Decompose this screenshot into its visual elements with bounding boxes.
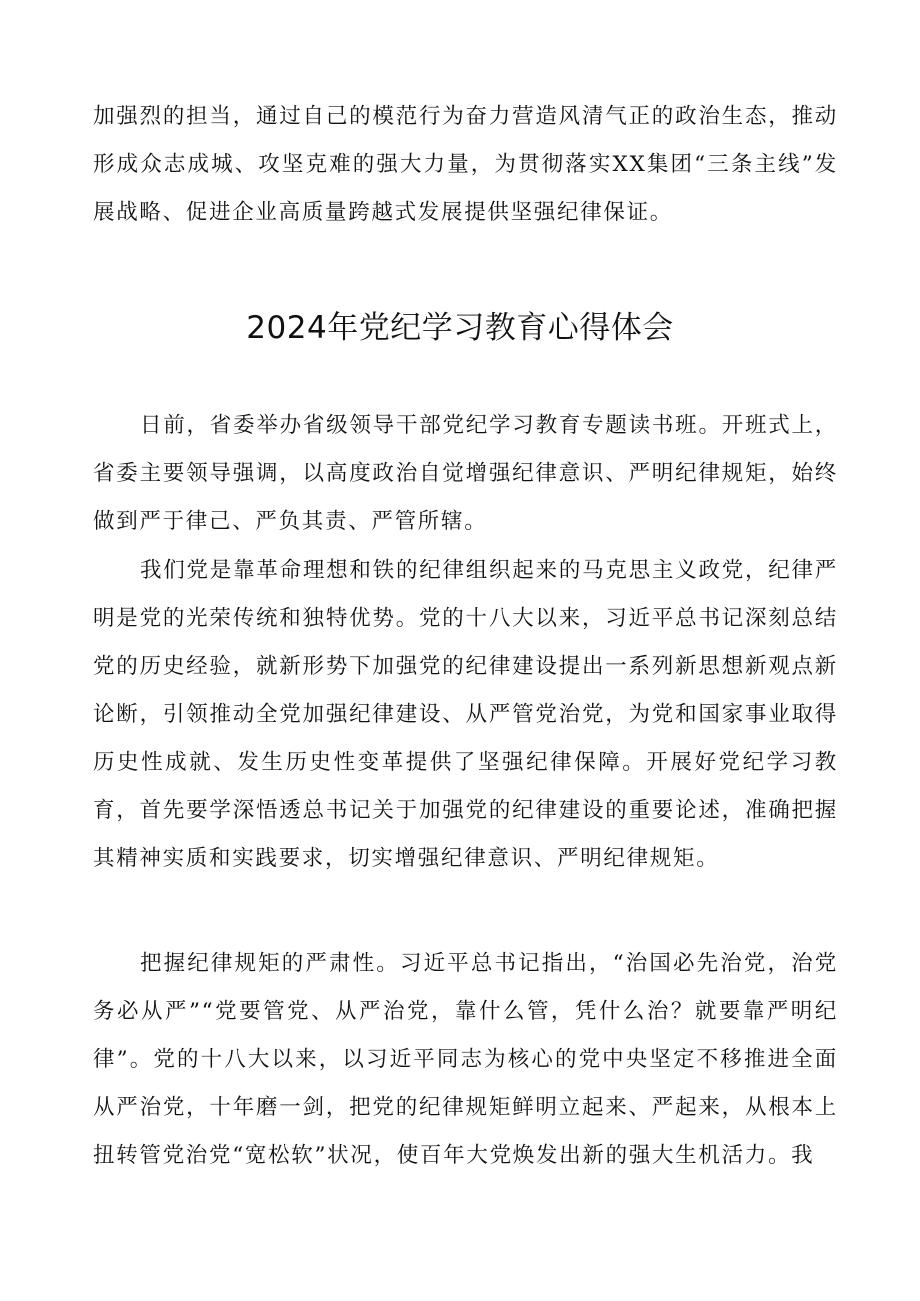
body-paragraph-1: 日前，省委举办省级领导干部党纪学习教育专题读书班。开班式上，省委主要领导强调，以高度政治自觉增强纪律意识、严明纪律规矩，始终做到严于律己、严负其责、严管所辖。 bbox=[93, 413, 838, 534]
document-title: 2024年党纪学习教育心得体会 bbox=[246, 310, 674, 346]
leading-paragraph: 加强烈的担当，通过自己的模范行为奋力营造风清气正的政治生态，推动形成众志成城、攻坚克难的强大力量，为贯彻落实XX集团“三条主线”发展战略、促进企业高质量跨越式发展提供坚强纪律保证。 bbox=[93, 104, 838, 225]
body-paragraph-2: 我们党是靠革命理想和铁的纪律组织起来的马克思主义政党，纪律严明是党的光荣传统和独特优势。党的十八大以来，习近平总书记深刻总结党的历史经验，就新形势下加强党的纪律建设提出一系列新思想新观点新论断，引领推动全党加强纪律建设、从严管党治党，为党和国家事业取得历史性成就、发生历史性变革提供了坚强纪律保障。开展好党纪学习教育，首先要学深悟透总书记关于加强党的纪律建设的重要论述，准确把握其精神实质和实践要求，切实增强纪律意识、严明纪律规矩。 bbox=[93, 558, 838, 871]
body-paragraph-3: 把握纪律规矩的严肃性。习近平总书记指出，“治国必先治党，治党务必从严”“党要管党、从严治党，靠什么管，凭什么治？就要靠严明纪律”。党的十八大以来，以习近平同志为核心的党中央坚定不移推进全面从严治党，十年磨一剑，把党的纪律规矩鲜明立起来、严起来，从根本上扭转管党治党“宽松软”状况，使百年大党焕发出新的强大生机活力。我 bbox=[93, 951, 838, 1168]
